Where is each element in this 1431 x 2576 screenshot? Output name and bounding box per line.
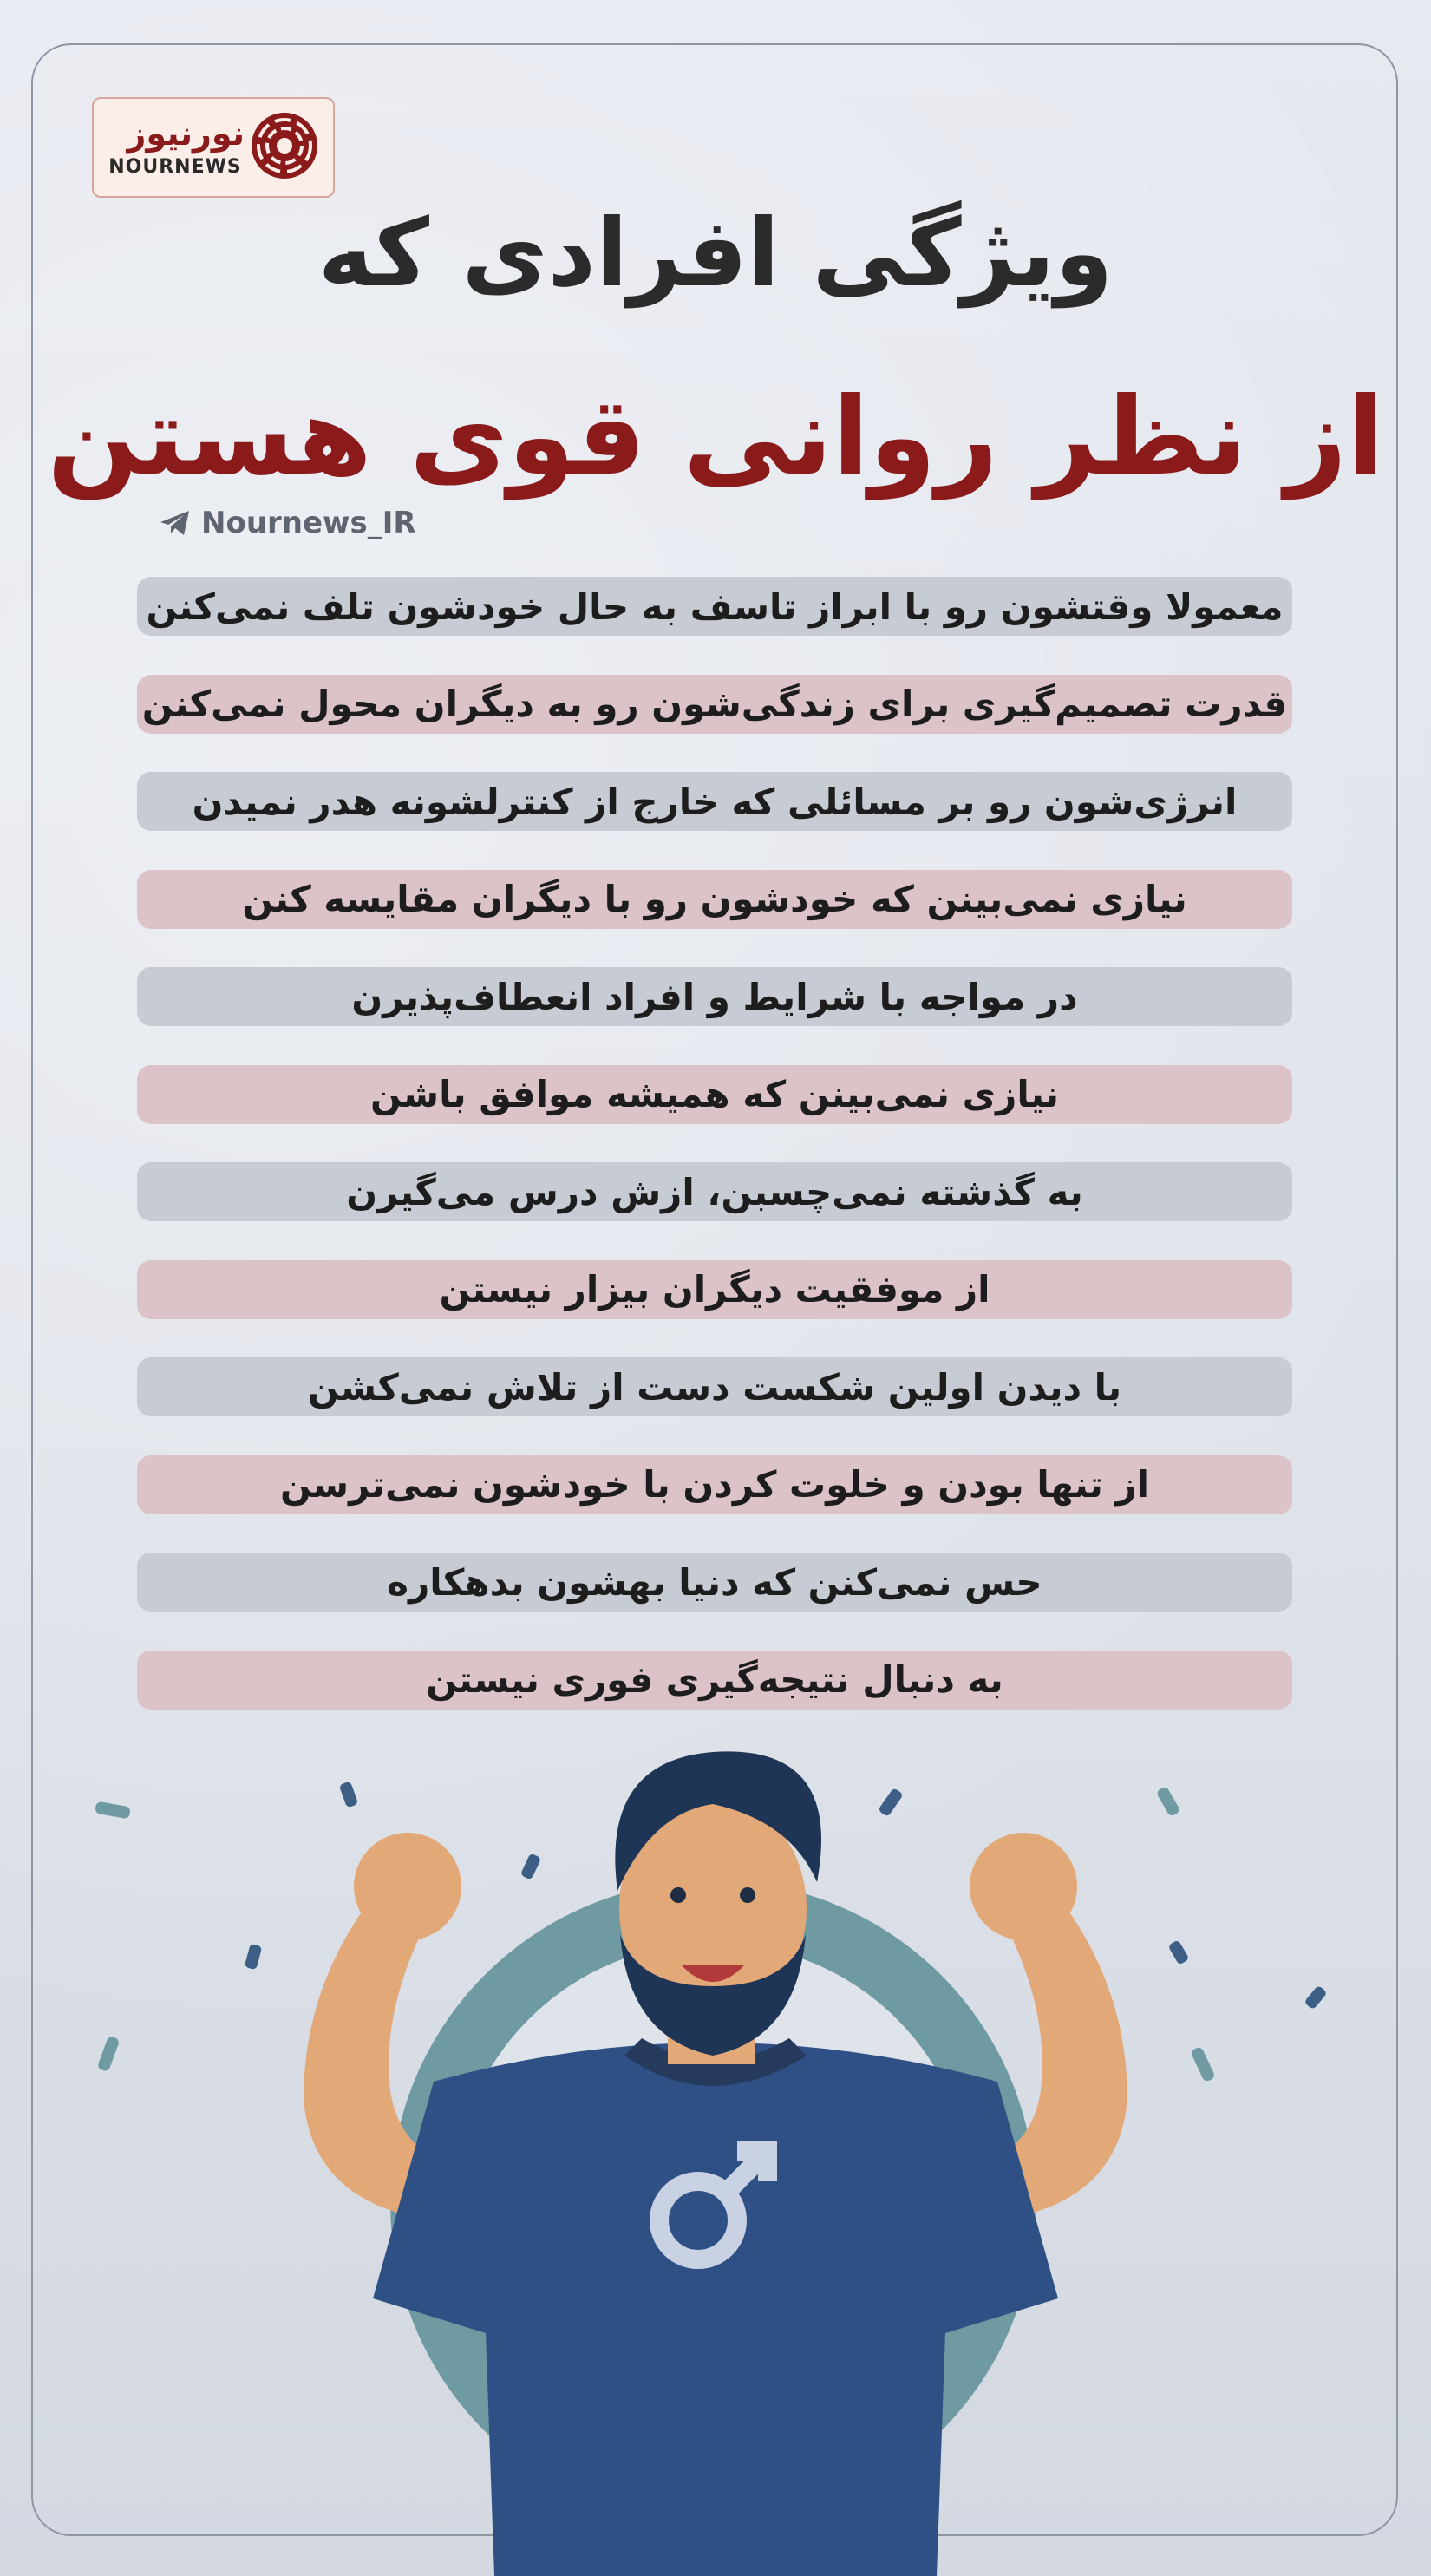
title-line-1: ویژگی افرادی که: [317, 199, 1114, 308]
trait-item: قدرت تصمیم‌گیری برای زندگی‌شون رو به دیگران محول نمی‌کنن: [137, 675, 1292, 734]
trait-item: در مواجه با شرایط و افراد انعطاف‌پذیرن: [137, 967, 1292, 1026]
trait-item: از موفقیت دیگران بیزار نیستن: [137, 1260, 1292, 1319]
trait-item: نیازی نمی‌بینن که همیشه موافق باشن: [137, 1065, 1292, 1124]
trait-item: به دنبال نتیجه‌گیری فوری نیستن: [137, 1651, 1292, 1710]
trait-item: حس نمی‌کنن که دنیا بهشون بدهکاره: [137, 1553, 1292, 1612]
trait-item: از تنها بودن و خلوت کردن با خودشون نمی‌ترسن: [137, 1455, 1292, 1514]
logo-text: نورنیوز: [127, 114, 245, 153]
logo-subtext: NOURNEWS: [108, 156, 242, 178]
trait-item: انرژی‌شون رو بر مسائلی که خارج از کنترلشونه هدر نمیدن: [137, 772, 1292, 831]
man-torso: [373, 2038, 1058, 2576]
telegram-icon: [158, 506, 193, 540]
channel-handle: [158, 503, 416, 543]
logo-swirl-icon: [248, 109, 321, 182]
trait-item: به گذشته نمی‌چسبن، ازش درس می‌گیرن: [137, 1162, 1292, 1221]
trait-item: با دیدن اولین شکست دست از تلاش نمی‌کشن: [137, 1357, 1292, 1416]
title-line-2: از نظر روانی قوی هستن: [47, 375, 1384, 500]
nournews-logo: [92, 97, 335, 198]
channel-handle-text: Nournews_IR: [201, 506, 416, 540]
strong-man-illustration: [0, 1717, 1431, 2576]
trait-item: نیازی نمی‌بینن که خودشون رو با دیگران مقایسه کنن: [137, 870, 1292, 929]
trait-item: معمولا وقتشون رو با ابراز تاسف به حال خودشون تلف نمی‌کنن: [137, 577, 1292, 636]
